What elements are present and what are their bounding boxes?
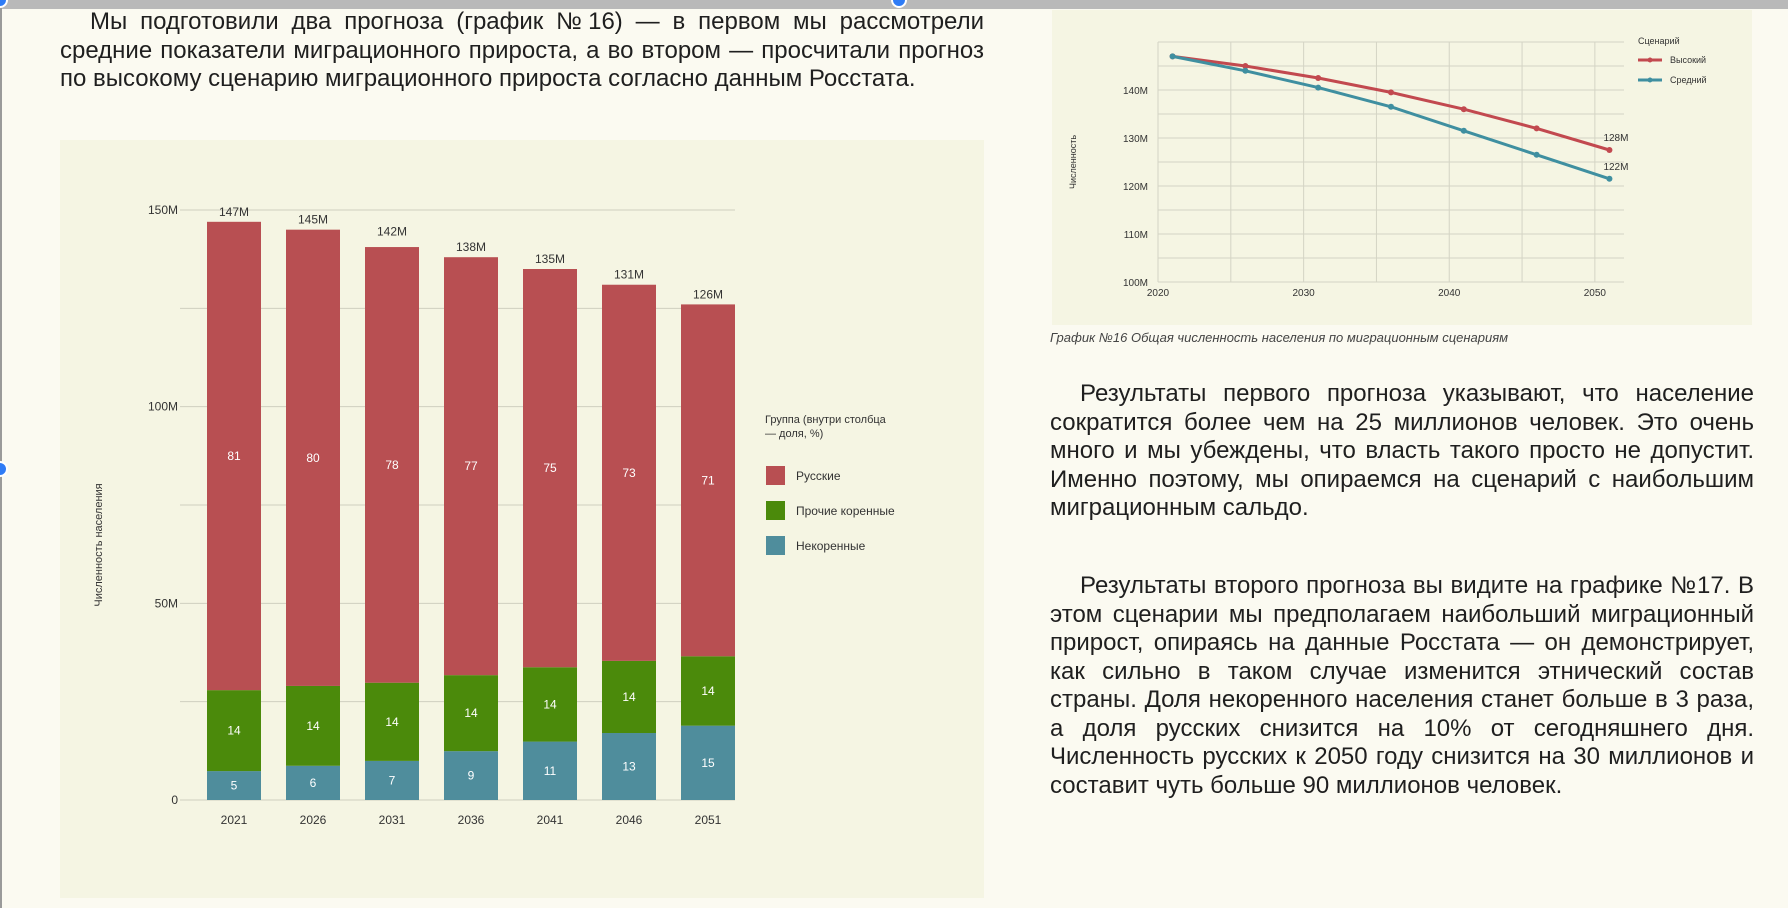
x-tick-label: 2046 xyxy=(615,813,643,827)
y-tick-label: 100M xyxy=(1122,278,1148,289)
segment-label: 14 xyxy=(464,706,478,721)
data-point xyxy=(1606,176,1612,182)
data-point xyxy=(1315,75,1321,81)
y-tick-label: 140M xyxy=(1122,86,1148,97)
x-tick-label: 2040 xyxy=(1438,288,1461,299)
result1-paragraph: Результаты первого прогноза указывают, что население сократится более чем на 25 миллионов человек. Это очень много и мы убеждены, что власть такого просто не допустит. Именно поэтому, мы опираемся на сценарий с наибольшим миграционным сальдо. xyxy=(1050,380,1754,521)
total-label: 126M xyxy=(692,287,724,302)
segment-label: 5 xyxy=(230,778,238,793)
data-point xyxy=(1388,89,1394,95)
segment-label: 9 xyxy=(467,768,475,783)
segment-label: 14 xyxy=(306,718,320,733)
x-tick-label: 2050 xyxy=(1583,288,1606,299)
legend-marker xyxy=(1648,78,1653,83)
legend-label: Русские xyxy=(796,469,841,483)
segment-label: 78 xyxy=(385,457,399,472)
x-tick-label: 2026 xyxy=(299,813,327,827)
y-tick-label: 130M xyxy=(1122,134,1148,145)
data-point xyxy=(1534,125,1540,131)
total-label: 147M xyxy=(218,204,250,219)
data-point xyxy=(1606,147,1612,153)
segment-label: 80 xyxy=(306,450,320,465)
data-point xyxy=(1170,53,1176,59)
segment-label: 71 xyxy=(701,473,715,488)
segment-label: 75 xyxy=(543,461,557,476)
legend-title-cont: — доля, %) xyxy=(765,428,824,440)
stacked-bar-chart xyxy=(60,140,984,898)
resize-handle-left[interactable] xyxy=(0,461,8,477)
end-label: 128M xyxy=(1603,133,1629,144)
y-tick-label: 50M xyxy=(154,596,178,611)
series-line xyxy=(1173,56,1610,178)
legend-label: Высокий xyxy=(1670,55,1707,65)
line-chart-panel xyxy=(1052,10,1752,325)
line-chart xyxy=(1052,10,1752,325)
segment-label: 14 xyxy=(701,683,715,698)
legend-swatch xyxy=(766,466,785,485)
legend-marker xyxy=(1648,58,1653,63)
y-tick-label: 0 xyxy=(171,793,178,807)
segment-label: 15 xyxy=(701,755,715,770)
data-point xyxy=(1534,152,1540,158)
segment-label: 6 xyxy=(309,775,317,790)
data-point xyxy=(1315,85,1321,91)
data-point xyxy=(1461,128,1467,134)
segment-label: 77 xyxy=(464,459,478,474)
segment-label: 81 xyxy=(227,448,241,463)
legend-label: Средний xyxy=(1670,75,1707,85)
data-point xyxy=(1242,68,1248,74)
x-tick-label: 2031 xyxy=(378,813,406,827)
selection-edge xyxy=(0,0,2,908)
stacked-bar-chart-panel xyxy=(60,140,984,898)
y-tick-label: 150M xyxy=(147,203,178,217)
legend-swatch xyxy=(766,536,785,555)
total-label: 131M xyxy=(613,267,645,282)
x-tick-label: 2036 xyxy=(457,813,485,827)
data-point xyxy=(1388,104,1394,110)
legend-swatch xyxy=(766,501,785,520)
x-tick-label: 2051 xyxy=(694,813,722,827)
y-tick-label: 100M xyxy=(147,399,178,414)
x-tick-label: 2020 xyxy=(1146,288,1170,299)
legend-title: Сценарий xyxy=(1638,36,1680,46)
segment-label: 11 xyxy=(543,763,557,778)
y-tick-label: 120M xyxy=(1122,182,1148,193)
segment-label: 7 xyxy=(388,773,396,788)
x-tick-label: 2030 xyxy=(1292,288,1315,299)
total-label: 145M xyxy=(297,212,329,227)
result2-paragraph: Результаты второго прогноза вы видите на графике №17. В этом сценарии мы предполагаем наибольший миграционный прирост, опираясь на данные Росстата — он демонстрирует, как сильно в таком случае изменится этнический состав страны. Доля некоренного населения станет больше в 3 раза, а доля русских снизится на 10% от сегодняшнего дня. Численность русских к 2050 году снизится на 30 миллионов и составит чуть больше 90 миллионов человек. xyxy=(1050,572,1754,799)
segment-label: 73 xyxy=(622,465,636,480)
segment-label: 14 xyxy=(543,697,557,712)
segment-label: 14 xyxy=(622,689,636,704)
y-axis-label: Численность населения xyxy=(93,483,105,607)
y-tick-label: 110M xyxy=(1123,230,1148,241)
segment-label: 13 xyxy=(622,759,636,774)
segment-label: 14 xyxy=(227,723,241,738)
legend-label: Некоренные xyxy=(796,539,866,553)
end-label: 122M xyxy=(1603,161,1629,173)
x-tick-label: 2021 xyxy=(220,813,248,827)
y-axis-label: Численность xyxy=(1068,134,1078,190)
segment-label: 14 xyxy=(385,714,399,729)
intro-paragraph: Мы подготовили два прогноза (график №16) — в первом мы рассмотрели средние показатели миграционного прироста, а во втором — просчитали прогноз по высокому сценарию миграционного прироста согласно данным Росстата. xyxy=(60,8,984,92)
legend-title: Группа (внутри столбца xyxy=(765,414,886,426)
x-tick-label: 2041 xyxy=(536,813,564,827)
legend-label: Прочие коренные xyxy=(796,504,895,518)
total-label: 135M xyxy=(534,252,566,266)
chart-caption: График №16 Общая численность населения по миграционным сценариям xyxy=(1050,330,1509,345)
data-point xyxy=(1461,106,1467,112)
total-label: 138M xyxy=(455,240,487,255)
total-label: 142M xyxy=(376,224,408,239)
